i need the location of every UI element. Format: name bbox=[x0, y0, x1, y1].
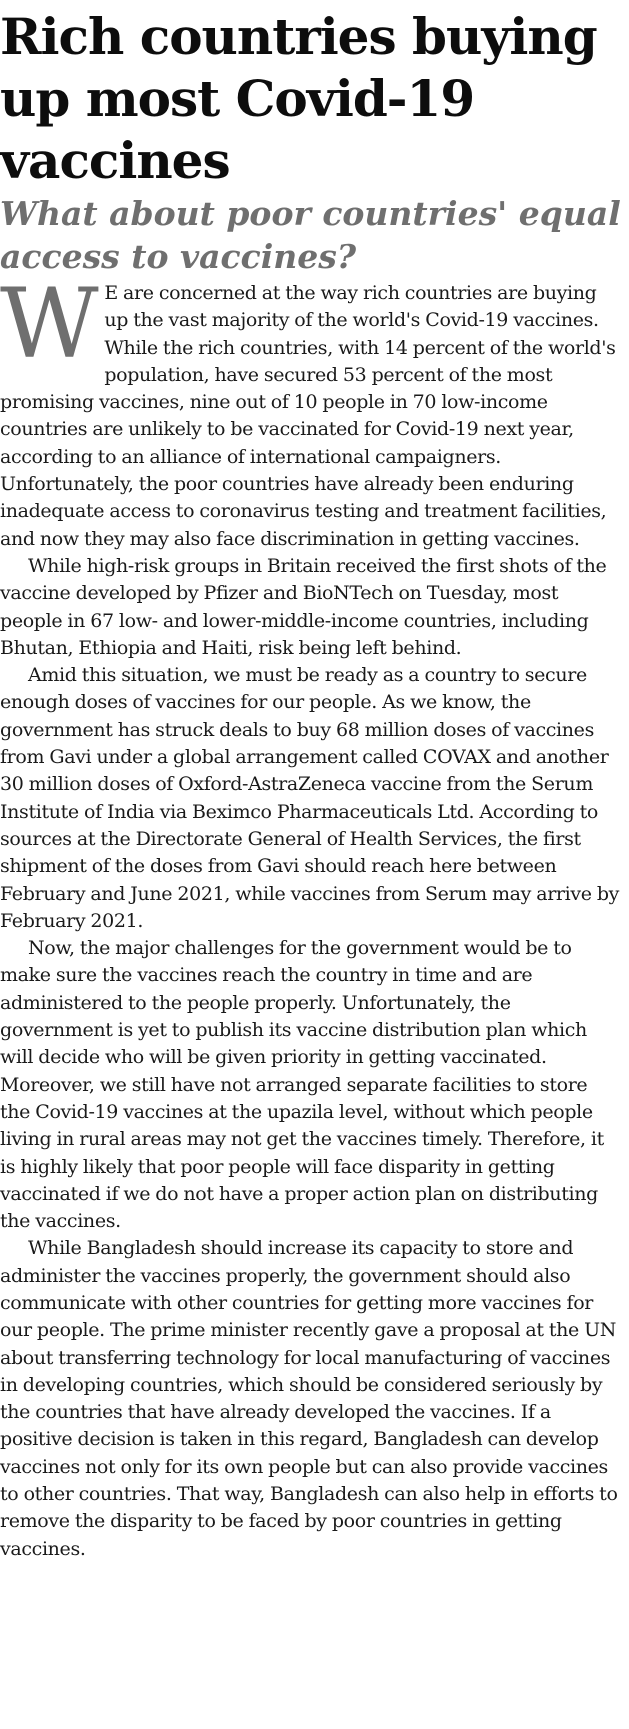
paragraph-5: While Bangladesh should increase its capacity to store and administer the vaccines properly, the government should also communicate with other countries for getting more vaccines for our people. The prime minister recently gave a proposal at the UN about transferring technology for local manufacturing of vaccines in developing countries, which should be considered seriously by the countries that have already developed the vaccines. If a positive decision is taken in this regard, Bangladesh can develop vaccines not only for its own people but can also provide vaccines to other countries. That way, Bangladesh can also help in efforts to remove the disparity to be faced by poor countries in getting vaccines. bbox=[0, 1237, 618, 1560]
subheadline: What about poor countries' equal access to vaccines? bbox=[0, 194, 621, 276]
drop-cap: W bbox=[0, 268, 99, 380]
paragraph-1-text: E are concerned at the way rich countries are buying up the vast majority of the world's Covid-19 vaccines. While the rich countries, with 14 percent of the world's population, have secured 53 percent of the most promising vaccines, nine out of 10 people in 70 low-income countries are unlikely to be vaccinated for Covid-19 next year, according to an alliance of international campaigners. Unfortunately, the poor countries have already been enduring inadequate access to coronavirus testing and treatment facilities, and now they may also face discrimination in getting vaccines. bbox=[0, 282, 616, 550]
paragraph-2: While high-risk groups in Britain received the first shots of the vaccine developed by Pfizer and BioNTech on Tuesday, most people in 67 low- and lower-middle-income countries, including Bhutan, Ethiopia and Haiti, risk being left behind. bbox=[0, 554, 607, 659]
paragraph-3: Amid this situation, we must be ready as a country to secure enough doses of vaccines for our people. As we know, the government has struck deals to buy 68 million doses of vaccines from Gavi under a global arrangement called COVAX and another 30 million doses of Oxford-AstraZeneca vaccine from the Serum Institute of India via Beximco Pharmaceuticals Ltd. According to sources at the Directorate General of Health Services, the first shipment of the doses from Gavi should reach here between February and June 2021, while vaccines from Serum may arrive by February 2021. bbox=[0, 664, 620, 932]
article-body bbox=[0, 268, 621, 1563]
headline: Rich countries buying up most Covid-19 vaccines bbox=[0, 7, 597, 190]
paragraph-1 bbox=[0, 268, 621, 553]
paragraph-4: Now, the major challenges for the government would be to make sure the vaccines reach the country in time and are administered to the people properly. Unfortunately, the government is yet to publish its vaccine distribution plan which will decide who will be given priority in getting vaccinated. Moreover, we still have not arranged separate facilities to store the Covid-19 vaccines at the upazila level, without which people living in rural areas may not get the vaccines timely. Therefore, it is highly likely that poor people will face disparity in getting vaccinated if we do not have a proper action plan on distributing the vaccines. bbox=[0, 937, 604, 1233]
